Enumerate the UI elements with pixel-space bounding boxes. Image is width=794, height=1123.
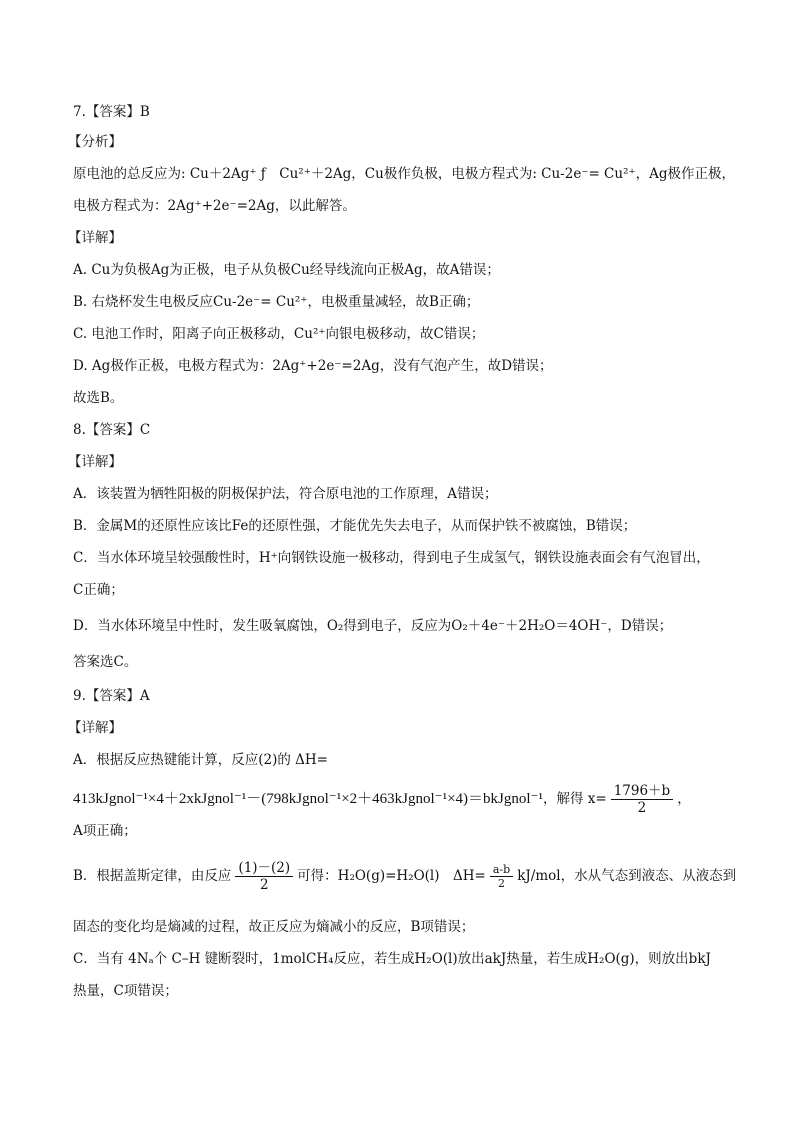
fraction-numerator: a-b [490,863,513,877]
q9-x-fraction [611,783,674,816]
q9-formula-line [73,783,733,815]
q9-enthalpy-fraction [490,863,513,890]
q8-option-c-line-2: C正确； [73,582,124,598]
fraction-numerator: 1796＋b [611,783,674,800]
q9-energy-formula: 413kJgnol⁻¹×4＋2xkJgnol⁻¹－(798kJgnol⁻¹×2＋463kJgnol⁻¹×4)＝bkJgnol⁻¹ [73,791,543,807]
q9-b-text-1: B．根据盖斯定律，由反应 [73,868,232,884]
q8-option-d: D．当水体环境呈中性时，发生吸氧腐蚀，O₂得到电子，反应为O₂＋4e⁻＋2H₂O＝4OH⁻，D错误； [73,618,673,634]
q7-analysis-line-1: 原电池的总反应为: Cu＋2Ag⁺ ƒ Cu²⁺＋2Ag，Cu极作负极，电极方程式为: Cu-2e⁻= Cu²⁺，Ag极作正极， [73,166,736,182]
q8-option-a: A．该装置为牺牲阳极的阴极保护法，符合原电池的工作原理，A错误； [73,486,498,502]
q7-analysis-line-2: 电极方程式为：2Ag⁺+2e⁻=2Ag，以此解答。 [73,198,356,214]
fraction-denominator: 2 [260,877,269,893]
q9-option-a-line-2: A项正确； [73,823,137,839]
q8-detail-label: 【详解】 [68,454,122,470]
q8-conclusion: 答案选C。 [73,654,138,670]
q9-heading: 9.【答案】A [73,688,150,704]
q7-option-d: D. Ag极作正极，电极方程式为：2Ag⁺+2e⁻=2Ag，没有气泡产生，故D错误； [73,358,553,374]
q9-b-text-2: 可得：H₂O(g)=H₂O(l) ΔH= [297,868,486,884]
q9-b-text-3: kJ/mol，水从气态到液态、从液态到 [517,868,737,884]
q7-conclusion: 故选B。 [73,390,124,406]
q7-heading: 7.【答案】B [73,104,150,120]
q8-option-c-line-1: C．当水体环境呈较强酸性时，H⁺向钢铁设施一极移动，得到电子生成氢气，钢铁设施表面会有气泡冒出， [73,550,710,566]
q9-detail-label: 【详解】 [68,720,122,736]
fraction-denominator: 2 [498,877,506,890]
q7-option-b: B. 右烧杯发生电极反应Cu-2e⁻= Cu²⁺，电极重量减轻，故B正确； [73,294,480,310]
q9-option-c-line-1: C．当有 4Nₐ个 C–H 键断裂时，1molCH₄反应，若生成H₂O(l)放出akJ热量，若生成H₂O(g)，则放出bkJ [73,951,711,967]
q7-option-c: C. 电池工作时，阳离子向正极移动，Cu²⁺向银电极移动，故C错误； [73,326,485,342]
fraction-numerator: (1)－(2) [235,860,293,877]
q9-option-a-line-1: A．根据反应热键能计算，反应(2)的 ΔH= [73,752,328,768]
fraction-denominator: 2 [637,800,647,816]
q7-option-a: A. Cu为负极Ag为正极，电子从负极Cu经导线流向正极Ag，故A错误； [73,262,500,278]
q8-option-b: B．金属M的还原性应该比Fe的还原性强，才能优先失去电子，从而保护铁不被腐蚀，B错误； [73,518,637,534]
q9-solve-text: ，解得 x= [542,791,607,807]
q9-option-c-line-2: 热量，C项错误； [73,983,178,999]
q9-formula-tail: ， [677,791,691,807]
q9-reaction-fraction [235,860,293,893]
q7-analysis-label: 【分析】 [68,134,122,150]
q7-detail-label: 【详解】 [68,230,122,246]
q8-heading: 8.【答案】C [73,422,151,438]
q9-option-b-line-2: 固态的变化均是熵减的过程，故正反应为熵减小的反应，B项错误； [73,919,475,935]
q9-option-b-line-1 [73,858,737,894]
